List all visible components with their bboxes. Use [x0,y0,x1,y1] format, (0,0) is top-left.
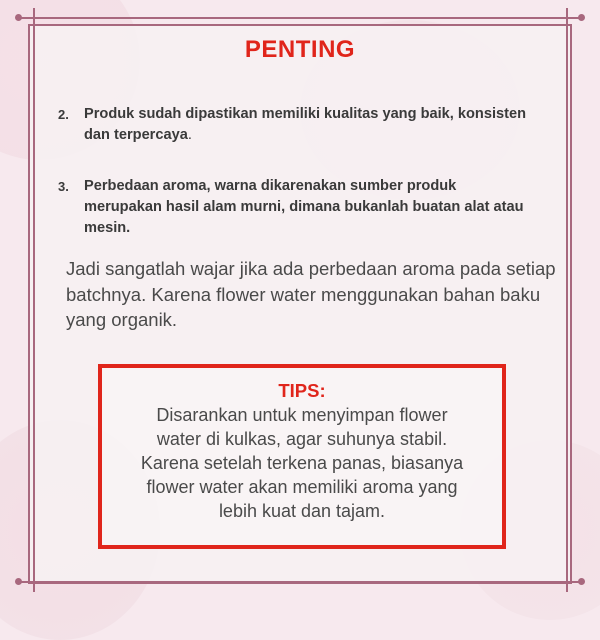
list-item-number: 2. [58,107,69,122]
list-item-text: Perbedaan aroma, warna dikarenakan sumber produk merupakan hasil alam murni, dimana bukanlah buatan alat atau mesin. [84,178,524,236]
tips-line: flower water akan memiliki aroma yang [146,477,458,497]
frame-corner-dot [578,14,585,21]
frame-bottom-line [18,581,582,583]
list-item-text: Produk sudah dipastikan memiliki kualitas yang baik, konsisten dan terpercaya [84,106,527,143]
page-title: PENTING [244,36,356,63]
list-item-number: 3. [58,179,69,194]
frame-corner-dot [578,578,585,585]
list-item-end: . [187,127,192,143]
frame-top-line [18,17,582,19]
tips-line: water di kulkas, agar suhunya stabil. [156,429,448,449]
tips-line: Karena setelah terkena panas, biasanya [140,453,464,473]
tips-line: lebih kuat dan tajam. [218,501,386,521]
list-item [58,176,528,239]
tips-text [102,403,502,523]
frame-corner-dot [15,14,22,21]
frame-right-line [566,8,568,592]
tips-box [98,364,506,549]
frame-corner-dot [15,578,22,585]
body-paragraph: Jadi sangatlah wajar jika ada perbedaan aroma pada setiap batchnya. Karena flower water menggunakan bahan baku yang organik. [66,258,556,330]
tips-title: TIPS: [278,380,326,401]
list-item [58,104,528,146]
frame-left-line [33,8,35,592]
tips-line: Disarankan untuk menyimpan flower [156,405,448,425]
